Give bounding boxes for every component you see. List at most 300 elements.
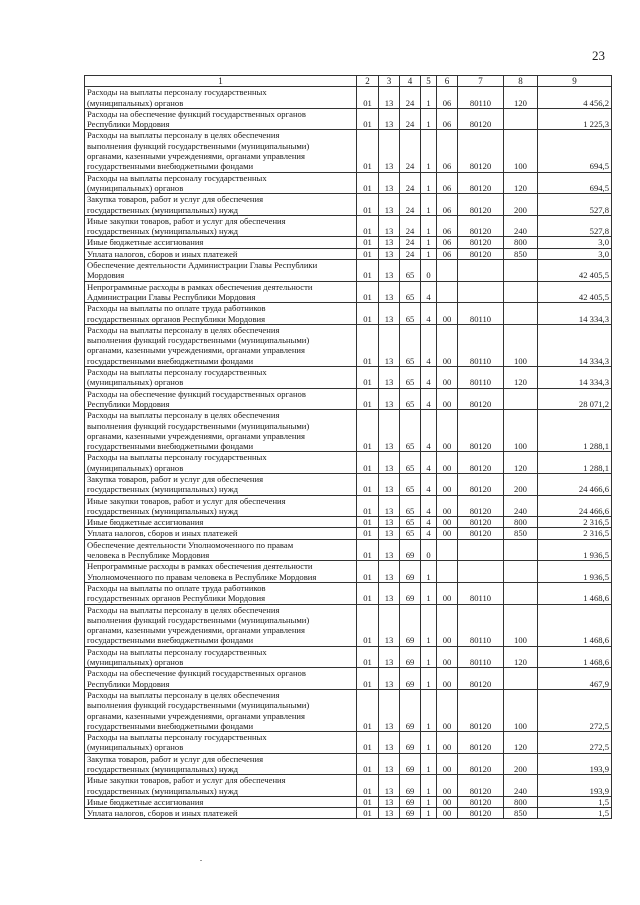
description-line: Закупка товаров, работ и услуг для обеспечения	[87, 194, 264, 205]
activity-code: 06	[437, 172, 458, 194]
expense-type-code: 100	[504, 130, 538, 172]
subprogram-code: 4	[421, 495, 437, 517]
direction-code: 80120	[458, 528, 504, 539]
table-row	[85, 561, 612, 583]
expense-type-code	[504, 582, 538, 604]
row-description	[85, 561, 357, 583]
expense-type-code: 800	[504, 517, 538, 528]
description-line: государственных органов Республики Мордовия	[87, 593, 266, 604]
section-code: 01	[357, 689, 379, 731]
program-code: 65	[400, 452, 421, 474]
section-code: 01	[357, 260, 379, 282]
expense-type-code: 240	[504, 775, 538, 797]
program-code: 65	[400, 473, 421, 495]
expense-type-code	[504, 388, 538, 410]
direction-code	[458, 539, 504, 561]
amount-cell: 14 334,3	[538, 303, 612, 325]
subsection-code: 13	[379, 646, 400, 668]
description-line: Расходы на обеспечение функций государственных органов	[87, 388, 306, 399]
description-line: Расходы на выплаты персоналу государственных	[87, 646, 267, 657]
program-code: 65	[400, 517, 421, 528]
direction-code: 80120	[458, 237, 504, 248]
description-line: Расходы на выплаты персоналу государственных	[87, 87, 267, 98]
direction-code: 80120	[458, 473, 504, 495]
activity-code: 00	[437, 388, 458, 410]
table-row	[85, 473, 612, 495]
amount-cell: 1 468,6	[538, 604, 612, 646]
description-line: Республики Мордовия	[87, 678, 170, 689]
amount-cell: 193,9	[538, 775, 612, 797]
table-row	[85, 528, 612, 539]
subsection-code: 13	[379, 324, 400, 366]
subprogram-code: 1	[421, 604, 437, 646]
table-row	[85, 495, 612, 517]
section-code: 01	[357, 495, 379, 517]
activity-code: 00	[437, 689, 458, 731]
expense-type-code: 200	[504, 473, 538, 495]
section-code: 01	[357, 194, 379, 216]
table-row	[85, 237, 612, 248]
table-row	[85, 215, 612, 237]
subsection-code: 13	[379, 130, 400, 172]
amount-cell: 14 334,3	[538, 367, 612, 389]
description-line: Расходы на выплаты персоналу в целях обеспечения	[87, 324, 280, 335]
description-line: государственными внебюджетными фондами	[87, 161, 254, 172]
amount-cell: 1 468,6	[538, 582, 612, 604]
description-line: Иные закупки товаров, работ и услуг для обеспечения	[87, 495, 286, 506]
description-line: выполнения функций государственными (муниципальными)	[87, 140, 310, 151]
header-cell: 9	[538, 76, 612, 87]
section-code: 01	[357, 237, 379, 248]
table-header-row	[85, 76, 612, 87]
subsection-code: 13	[379, 194, 400, 216]
table-row	[85, 604, 612, 646]
section-code: 01	[357, 388, 379, 410]
row-description	[85, 260, 357, 282]
description-line: Уплата налогов, сборов и иных платежей	[87, 528, 238, 539]
direction-code	[458, 561, 504, 583]
subsection-code: 13	[379, 517, 400, 528]
row-description	[85, 130, 357, 172]
description-line: Расходы на выплаты персоналу государственных	[87, 367, 267, 378]
description-line: государственных (муниципальных) нужд	[87, 484, 239, 495]
subprogram-code: 1	[421, 646, 437, 668]
row-description	[85, 668, 357, 690]
subsection-code: 13	[379, 775, 400, 797]
description-line: Расходы на выплаты персоналу в целях обеспечения	[87, 604, 280, 615]
direction-code: 80120	[458, 753, 504, 775]
description-line: Администрации Главы Республики Мордовия	[87, 291, 256, 302]
program-code: 65	[400, 260, 421, 282]
section-code: 01	[357, 108, 379, 130]
table-row	[85, 410, 612, 452]
program-code: 65	[400, 528, 421, 539]
description-line: Уплата налогов, сборов и иных платежей	[87, 808, 238, 819]
subsection-code: 13	[379, 796, 400, 807]
expense-type-code: 850	[504, 528, 538, 539]
subsection-code: 13	[379, 367, 400, 389]
section-code: 01	[357, 452, 379, 474]
description-line: Иные закупки товаров, работ и услуг для обеспечения	[87, 775, 286, 786]
expense-type-code	[504, 281, 538, 303]
amount-cell: 42 405,5	[538, 260, 612, 282]
description-line: Уплата налогов, сборов и иных платежей	[87, 248, 238, 259]
expense-type-code: 100	[504, 689, 538, 731]
table-row	[85, 194, 612, 216]
row-description	[85, 410, 357, 452]
subprogram-code: 4	[421, 452, 437, 474]
row-description	[85, 539, 357, 561]
subprogram-code: 1	[421, 248, 437, 259]
row-description	[85, 388, 357, 410]
direction-code: 80110	[458, 604, 504, 646]
section-code: 01	[357, 367, 379, 389]
description-line: Расходы на выплаты персоналу государственных	[87, 172, 267, 183]
amount-cell: 1 936,5	[538, 561, 612, 583]
direction-code: 80120	[458, 410, 504, 452]
header-cell: 5	[421, 76, 437, 87]
expense-type-code: 100	[504, 410, 538, 452]
activity-code: 06	[437, 87, 458, 109]
description-line: Расходы на выплаты по оплате труда работников	[87, 582, 266, 593]
row-description	[85, 172, 357, 194]
table-row	[85, 775, 612, 797]
activity-code	[437, 539, 458, 561]
activity-code: 00	[437, 452, 458, 474]
activity-code: 00	[437, 668, 458, 690]
table-row	[85, 130, 612, 172]
description-line: государственными внебюджетными фондами	[87, 635, 254, 646]
direction-code: 80120	[458, 775, 504, 797]
row-description	[85, 732, 357, 754]
activity-code: 00	[437, 582, 458, 604]
table-row	[85, 539, 612, 561]
table-row	[85, 324, 612, 366]
amount-cell: 272,5	[538, 732, 612, 754]
description-line: Расходы на выплаты персоналу в целях обеспечения	[87, 689, 280, 700]
direction-code: 80110	[458, 367, 504, 389]
page-number: 23	[592, 48, 605, 63]
subprogram-code: 4	[421, 324, 437, 366]
amount-cell: 3,0	[538, 237, 612, 248]
section-code: 01	[357, 646, 379, 668]
description-line: (муниципальных) органов	[87, 462, 184, 473]
description-line: Республики Мордовия	[87, 398, 170, 409]
section-code: 01	[357, 87, 379, 109]
expense-type-code: 800	[504, 237, 538, 248]
row-description	[85, 528, 357, 539]
activity-code: 00	[437, 324, 458, 366]
subprogram-code: 1	[421, 172, 437, 194]
row-description	[85, 324, 357, 366]
table-row	[85, 796, 612, 807]
expense-type-code: 120	[504, 87, 538, 109]
subprogram-code: 1	[421, 561, 437, 583]
row-description	[85, 87, 357, 109]
program-code: 69	[400, 561, 421, 583]
subsection-code: 13	[379, 473, 400, 495]
expense-type-code	[504, 260, 538, 282]
expense-type-code: 800	[504, 796, 538, 807]
activity-code: 00	[437, 808, 458, 819]
subsection-code: 13	[379, 808, 400, 819]
table-row	[85, 108, 612, 130]
section-code: 01	[357, 281, 379, 303]
subsection-code: 13	[379, 87, 400, 109]
subsection-code: 13	[379, 668, 400, 690]
description-line: Иные закупки товаров, работ и услуг для обеспечения	[87, 215, 286, 226]
expense-type-code	[504, 561, 538, 583]
expense-type-code	[504, 303, 538, 325]
header-cell: 2	[357, 76, 379, 87]
description-line: органами, казенными учреждениями, органами управления	[87, 430, 305, 441]
program-code: 24	[400, 108, 421, 130]
section-code: 01	[357, 303, 379, 325]
description-line: органами, казенными учреждениями, органами управления	[87, 710, 305, 721]
section-code: 01	[357, 753, 379, 775]
subsection-code: 13	[379, 260, 400, 282]
description-line: государственных (муниципальных) нужд	[87, 226, 239, 237]
table-row	[85, 753, 612, 775]
description-line: государственными внебюджетными фондами	[87, 441, 254, 452]
expense-type-code	[504, 668, 538, 690]
row-description	[85, 194, 357, 216]
row-description	[85, 248, 357, 259]
description-line: Расходы на выплаты персоналу государственных	[87, 452, 267, 463]
subprogram-code: 1	[421, 668, 437, 690]
program-code: 24	[400, 87, 421, 109]
table-row	[85, 303, 612, 325]
section-code: 01	[357, 808, 379, 819]
expense-type-code: 120	[504, 172, 538, 194]
subprogram-code: 1	[421, 753, 437, 775]
direction-code: 80110	[458, 582, 504, 604]
subsection-code: 13	[379, 495, 400, 517]
description-line: (муниципальных) органов	[87, 182, 184, 193]
subsection-code: 13	[379, 303, 400, 325]
expense-type-code: 200	[504, 194, 538, 216]
direction-code: 80120	[458, 808, 504, 819]
direction-code	[458, 281, 504, 303]
subprogram-code: 1	[421, 796, 437, 807]
description-line: Иные бюджетные ассигнования	[87, 517, 204, 528]
activity-code: 00	[437, 303, 458, 325]
section-code: 01	[357, 215, 379, 237]
direction-code: 80120	[458, 108, 504, 130]
program-code: 24	[400, 215, 421, 237]
activity-code: 00	[437, 753, 458, 775]
program-code: 69	[400, 808, 421, 819]
section-code: 01	[357, 410, 379, 452]
program-code: 24	[400, 194, 421, 216]
activity-code: 06	[437, 194, 458, 216]
row-description	[85, 582, 357, 604]
description-line: (муниципальных) органов	[87, 97, 184, 108]
table-row	[85, 388, 612, 410]
section-code: 01	[357, 775, 379, 797]
table-row	[85, 452, 612, 474]
description-line: (муниципальных) органов	[87, 377, 184, 388]
program-code: 69	[400, 775, 421, 797]
section-code: 01	[357, 668, 379, 690]
activity-code: 06	[437, 248, 458, 259]
expense-type-code	[504, 108, 538, 130]
description-line: государственными внебюджетными фондами	[87, 720, 254, 731]
program-code: 65	[400, 410, 421, 452]
row-description	[85, 775, 357, 797]
description-line: выполнения функций государственными (муниципальными)	[87, 420, 310, 431]
description-line: государственных (муниципальных) нужд	[87, 204, 239, 215]
row-description	[85, 303, 357, 325]
subprogram-code: 4	[421, 473, 437, 495]
subsection-code: 13	[379, 561, 400, 583]
header-cell: 6	[437, 76, 458, 87]
header-cell: 1	[85, 76, 357, 87]
activity-code	[437, 281, 458, 303]
activity-code: 00	[437, 604, 458, 646]
row-description	[85, 237, 357, 248]
table-row	[85, 517, 612, 528]
row-description	[85, 495, 357, 517]
direction-code: 80120	[458, 388, 504, 410]
amount-cell: 1 225,3	[538, 108, 612, 130]
scan-speck	[200, 860, 202, 861]
section-code: 01	[357, 130, 379, 172]
description-line: Иные бюджетные ассигнования	[87, 796, 204, 807]
table-row	[85, 367, 612, 389]
activity-code: 00	[437, 732, 458, 754]
program-code: 65	[400, 367, 421, 389]
row-description	[85, 108, 357, 130]
section-code: 01	[357, 473, 379, 495]
subprogram-code: 4	[421, 281, 437, 303]
subprogram-code: 1	[421, 108, 437, 130]
section-code: 01	[357, 172, 379, 194]
expense-type-code: 120	[504, 732, 538, 754]
subsection-code: 13	[379, 281, 400, 303]
table-row	[85, 689, 612, 731]
description-line: Обеспечение деятельности Администрации Главы Республики	[87, 260, 318, 271]
section-code: 01	[357, 582, 379, 604]
description-line: органами, казенными учреждениями, органами управления	[87, 625, 305, 636]
expense-type-code: 100	[504, 324, 538, 366]
description-line: Уполномоченного по правам человека в Республике Мордовия	[87, 571, 317, 582]
subsection-code: 13	[379, 108, 400, 130]
amount-cell: 1,5	[538, 808, 612, 819]
program-code: 24	[400, 237, 421, 248]
table-row	[85, 87, 612, 109]
expense-type-code: 240	[504, 215, 538, 237]
amount-cell: 14 334,3	[538, 324, 612, 366]
subprogram-code: 1	[421, 689, 437, 731]
description-line: государственных (муниципальных) нужд	[87, 764, 239, 774]
row-description	[85, 367, 357, 389]
row-description	[85, 215, 357, 237]
amount-cell: 694,5	[538, 130, 612, 172]
program-code: 24	[400, 130, 421, 172]
activity-code: 06	[437, 130, 458, 172]
subsection-code: 13	[379, 753, 400, 775]
expense-type-code: 240	[504, 495, 538, 517]
budget-table	[84, 75, 612, 819]
description-line: Расходы на выплаты персоналу государственных	[87, 732, 267, 743]
direction-code: 80110	[458, 324, 504, 366]
table-row	[85, 582, 612, 604]
direction-code: 80120	[458, 796, 504, 807]
description-line: Расходы на выплаты персоналу в целях обеспечения	[87, 410, 280, 421]
subprogram-code: 4	[421, 367, 437, 389]
table-row	[85, 732, 612, 754]
subprogram-code: 1	[421, 215, 437, 237]
direction-code: 80120	[458, 172, 504, 194]
subsection-code: 13	[379, 410, 400, 452]
activity-code: 00	[437, 775, 458, 797]
row-description	[85, 452, 357, 474]
description-line: Обеспечение деятельности Уполномоченного по правам	[87, 539, 294, 550]
expense-type-code: 850	[504, 248, 538, 259]
expense-type-code	[504, 539, 538, 561]
activity-code: 00	[437, 646, 458, 668]
program-code: 69	[400, 668, 421, 690]
row-description	[85, 281, 357, 303]
amount-cell: 527,8	[538, 215, 612, 237]
activity-code: 00	[437, 528, 458, 539]
direction-code: 80110	[458, 303, 504, 325]
row-description	[85, 808, 357, 819]
expense-type-code: 120	[504, 646, 538, 668]
program-code: 69	[400, 689, 421, 731]
direction-code: 80110	[458, 646, 504, 668]
section-code: 01	[357, 248, 379, 259]
table-row	[85, 248, 612, 259]
description-line: Непрограммные расходы в рамках обеспечения деятельности	[87, 281, 313, 292]
description-line: Республики Мордовия	[87, 119, 170, 130]
subsection-code: 13	[379, 528, 400, 539]
description-line: Закупка товаров, работ и услуг для обеспечения	[87, 473, 264, 484]
table-row	[85, 646, 612, 668]
section-code: 01	[357, 517, 379, 528]
description-line: (муниципальных) органов	[87, 657, 184, 668]
description-line: органами, казенными учреждениями, органами управления	[87, 151, 305, 162]
amount-cell: 24 466,6	[538, 495, 612, 517]
description-line: Иные бюджетные ассигнования	[87, 237, 204, 248]
subprogram-code: 1	[421, 732, 437, 754]
amount-cell: 2 316,5	[538, 517, 612, 528]
subsection-code: 13	[379, 582, 400, 604]
expense-type-code: 120	[504, 452, 538, 474]
activity-code	[437, 260, 458, 282]
activity-code: 00	[437, 367, 458, 389]
program-code: 69	[400, 604, 421, 646]
activity-code: 00	[437, 473, 458, 495]
amount-cell: 1 288,1	[538, 410, 612, 452]
subsection-code: 13	[379, 732, 400, 754]
amount-cell: 1 468,6	[538, 646, 612, 668]
activity-code: 00	[437, 517, 458, 528]
subprogram-code: 1	[421, 87, 437, 109]
subprogram-code: 1	[421, 775, 437, 797]
amount-cell: 193,9	[538, 753, 612, 775]
section-code: 01	[357, 796, 379, 807]
header-cell: 4	[400, 76, 421, 87]
description-line: Мордовия	[87, 270, 125, 281]
description-line: человека в Республике Мордовия	[87, 550, 210, 561]
subprogram-code: 1	[421, 582, 437, 604]
row-description	[85, 604, 357, 646]
direction-code: 80120	[458, 517, 504, 528]
section-code: 01	[357, 528, 379, 539]
amount-cell: 2 316,5	[538, 528, 612, 539]
